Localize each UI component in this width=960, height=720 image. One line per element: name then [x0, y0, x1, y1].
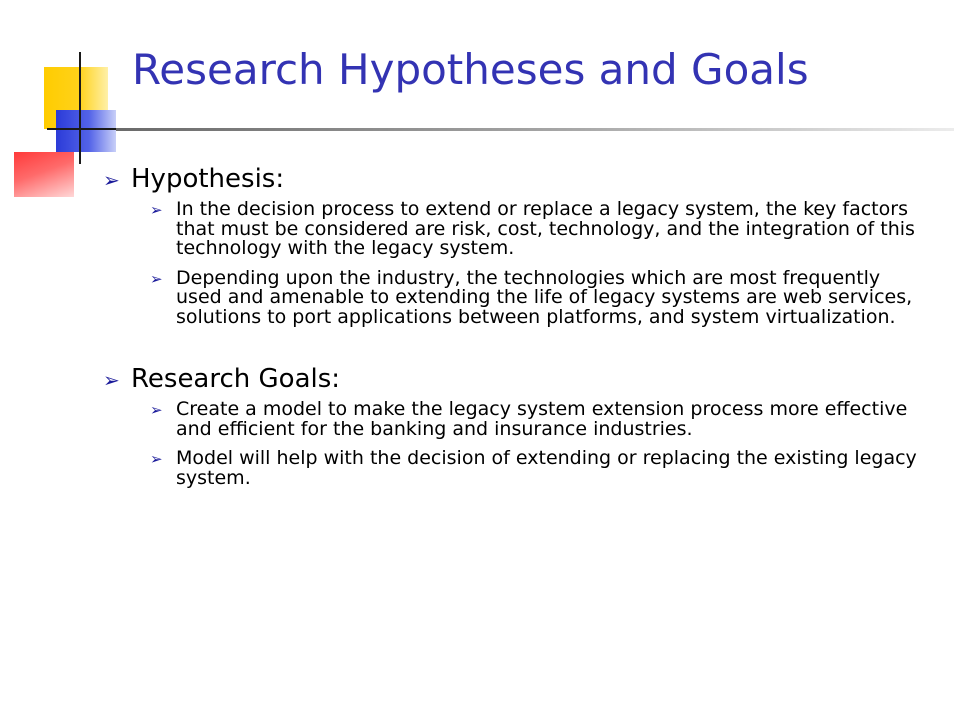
arrow-bullet-icon: ➢ [150, 269, 163, 288]
arrow-bullet-icon: ➢ [150, 450, 163, 468]
list-item-text: In the decision process to extend or replace a legacy system, the key factors that must be considered are risk, cost, technology, and the integration of this technology with the legacy system. [176, 198, 915, 259]
decorative-vertical-line [79, 52, 81, 164]
title-underline-rule [116, 128, 954, 131]
research-goals-list [150, 400, 918, 488]
hypothesis-list [150, 200, 918, 327]
section-heading-row [103, 161, 918, 198]
list-item [150, 266, 918, 328]
list-item-text: Create a model to make the legacy system extension process more effective and efficient for the banking and insurance industries. [176, 398, 908, 440]
section-heading: Research Goals: [131, 364, 341, 394]
arrow-bullet-icon: ➢ [150, 401, 163, 419]
arrow-bullet-icon: ➢ [103, 368, 120, 392]
list-item-text: Depending upon the industry, the technologies which are most frequently used and amenable to extending the life of legacy systems are web services, solutions to port applications between platforms, and system virtualization. [176, 266, 913, 328]
section-heading: Hypothesis: [131, 164, 285, 194]
arrow-bullet-icon: ➢ [103, 168, 120, 192]
decorative-red-square [14, 152, 74, 197]
list-item [150, 400, 918, 439]
slide-title: Research Hypotheses and Goals [132, 45, 809, 94]
decorative-short-rule [47, 128, 117, 130]
arrow-bullet-icon: ➢ [150, 201, 163, 219]
list-item [150, 200, 918, 259]
section-hypothesis [103, 161, 918, 327]
list-item-text: Model will help with the decision of extending or replacing the existing legacy system. [176, 447, 917, 489]
slide-body [103, 161, 918, 498]
section-research-goals [103, 361, 918, 488]
decorative-blue-square [56, 110, 116, 152]
list-item [150, 449, 918, 488]
section-heading-row [103, 361, 918, 398]
